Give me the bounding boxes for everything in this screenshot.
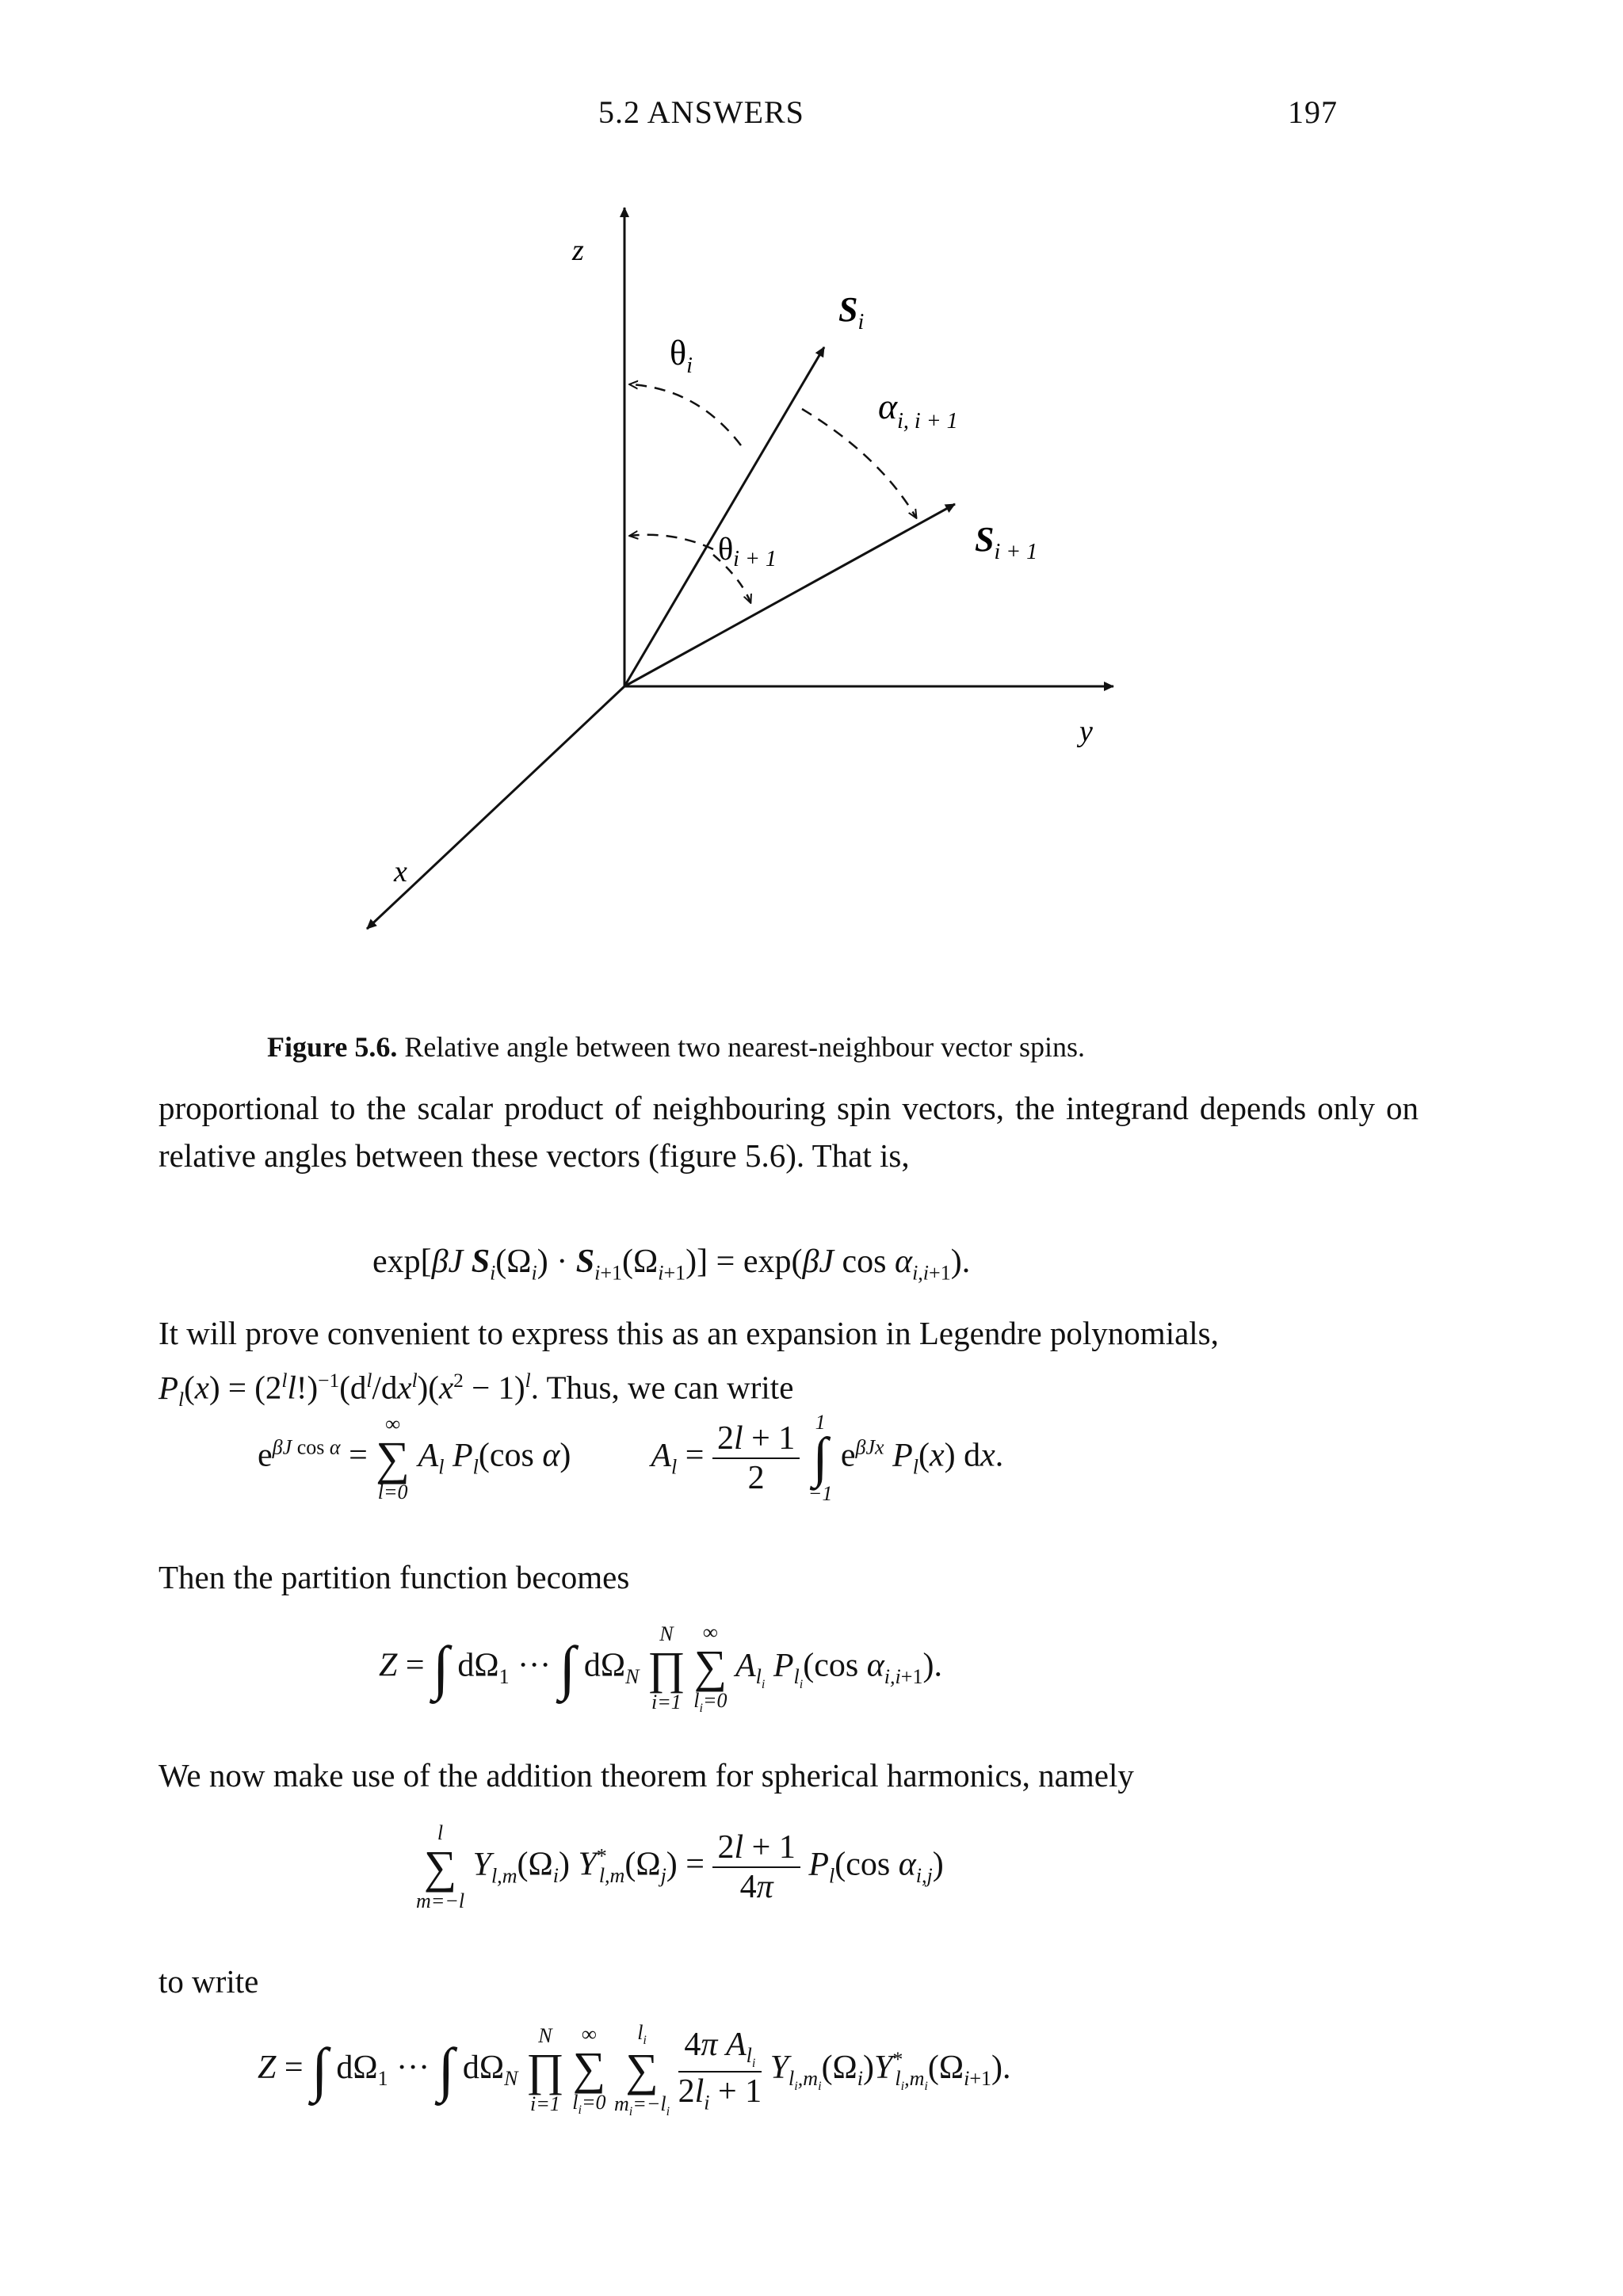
equation-legendre-expansion: $e^{\beta J cos \alpha}$ = ∞ ∑ l=0 $A_l$ $P_l(\cos$ α) $A_l$ = $\frac{2l + 1}{2}$ 1 ∫ −1 $e^{\beta Jx}$ $P_l(x)$ dx. xyxy=(258,1411,1004,1505)
figure-5-6 xyxy=(0,0,1623,983)
figure-caption xyxy=(267,1030,1085,1064)
s-i-label: $S_i$ xyxy=(838,290,865,334)
figure-caption-text: Relative angle between two nearest-neighbour vector spins. xyxy=(397,1031,1086,1063)
equation-partition-function-harmonics: Z = ∫ $d\Omega_1$ ··· ∫ $d\Omega_N$ N ∏ i=1 ∞ ∑ $l_i=0$ $l_i$ ∑ $m_i=-l_i$ $\frac{4\pi A_{l_i}}{2l_i + 1}$ $Y_{l_i,m_i}(\Omega_i)Y^*_{l_i,m_i}(\Omega_{i+1})$. xyxy=(258,2021,1011,2119)
equation-partition-function: Z = ∫ $d\Omega_1$ ··· ∫ $d\Omega_N$ N ∏ i=1 ∞ ∑ $l_i=0$ $A_{l_i}$ $P_{l_i}(\cos$ $\alpha_{i,i+1}$). xyxy=(379,1621,942,1716)
theta-i-plus-1-arc xyxy=(630,535,713,549)
paragraph-3: Then the partition function becomes xyxy=(158,1559,630,1595)
theta-i-plus-1-label: $\theta_{i + 1}$ xyxy=(718,531,777,571)
spin-vector-s-i xyxy=(624,347,824,686)
paragraph-5: to write xyxy=(158,1963,259,2000)
figure-caption-label: Figure 5.6. xyxy=(267,1031,398,1063)
x-axis-label: x xyxy=(394,855,407,888)
theta-i-label: $\theta_i$ xyxy=(670,334,693,378)
paragraph-1: proportional to the scalar product of neighbouring spin vectors, the integrand depends only on relative angles between these vectors (figure 5.6). That is, xyxy=(158,1090,1419,1174)
x-axis xyxy=(367,686,624,929)
equation-exp-scalar-product: exp[βJ $S_i(\Omega_i) \cdot S_{i+1}(\Omega_{i+1})] = \exp(\beta J$ $\cos \alpha_{i,i+1}$). xyxy=(372,1244,971,1285)
z-axis-label: z xyxy=(572,234,584,267)
paragraph-2: It will prove convenient to express this as an expansion in Legendre polynomials, $P_l(x) = (2^ll!)^{-1}(d^l/dx^l)(x^2 - 1)^l$. Thus, we can write xyxy=(158,1315,1219,1411)
y-axis-label: y xyxy=(1079,715,1093,748)
theta-i-arc xyxy=(630,384,741,445)
equation-addition-theorem: l ∑ m=−l $Y_{l,m}(\Omega_i) Y^*_{l,m}(\Omega_j)$ = $\frac{2l + 1}{4\pi}$ $P_l(\cos$ $\alpha_{i,j}$) xyxy=(416,1821,944,1912)
paragraph-2-text: It will prove convenient to express this as an expansion in Legendre polynomials, xyxy=(158,1315,1219,1351)
page-number: 197 xyxy=(1288,94,1338,130)
spin-vector-s-i-plus-1 xyxy=(624,504,955,686)
alpha-label: $\alpha_{i, i + 1}$ xyxy=(878,386,958,434)
section-title: 5.2 ANSWERS xyxy=(598,94,804,130)
paragraph-2-tail: . Thus, we can write xyxy=(530,1369,794,1406)
paragraph-4: We now make use of the addition theorem for spherical harmonics, namely xyxy=(158,1757,1134,1794)
s-i-plus-1-label: $S_{i + 1}$ xyxy=(975,520,1038,564)
